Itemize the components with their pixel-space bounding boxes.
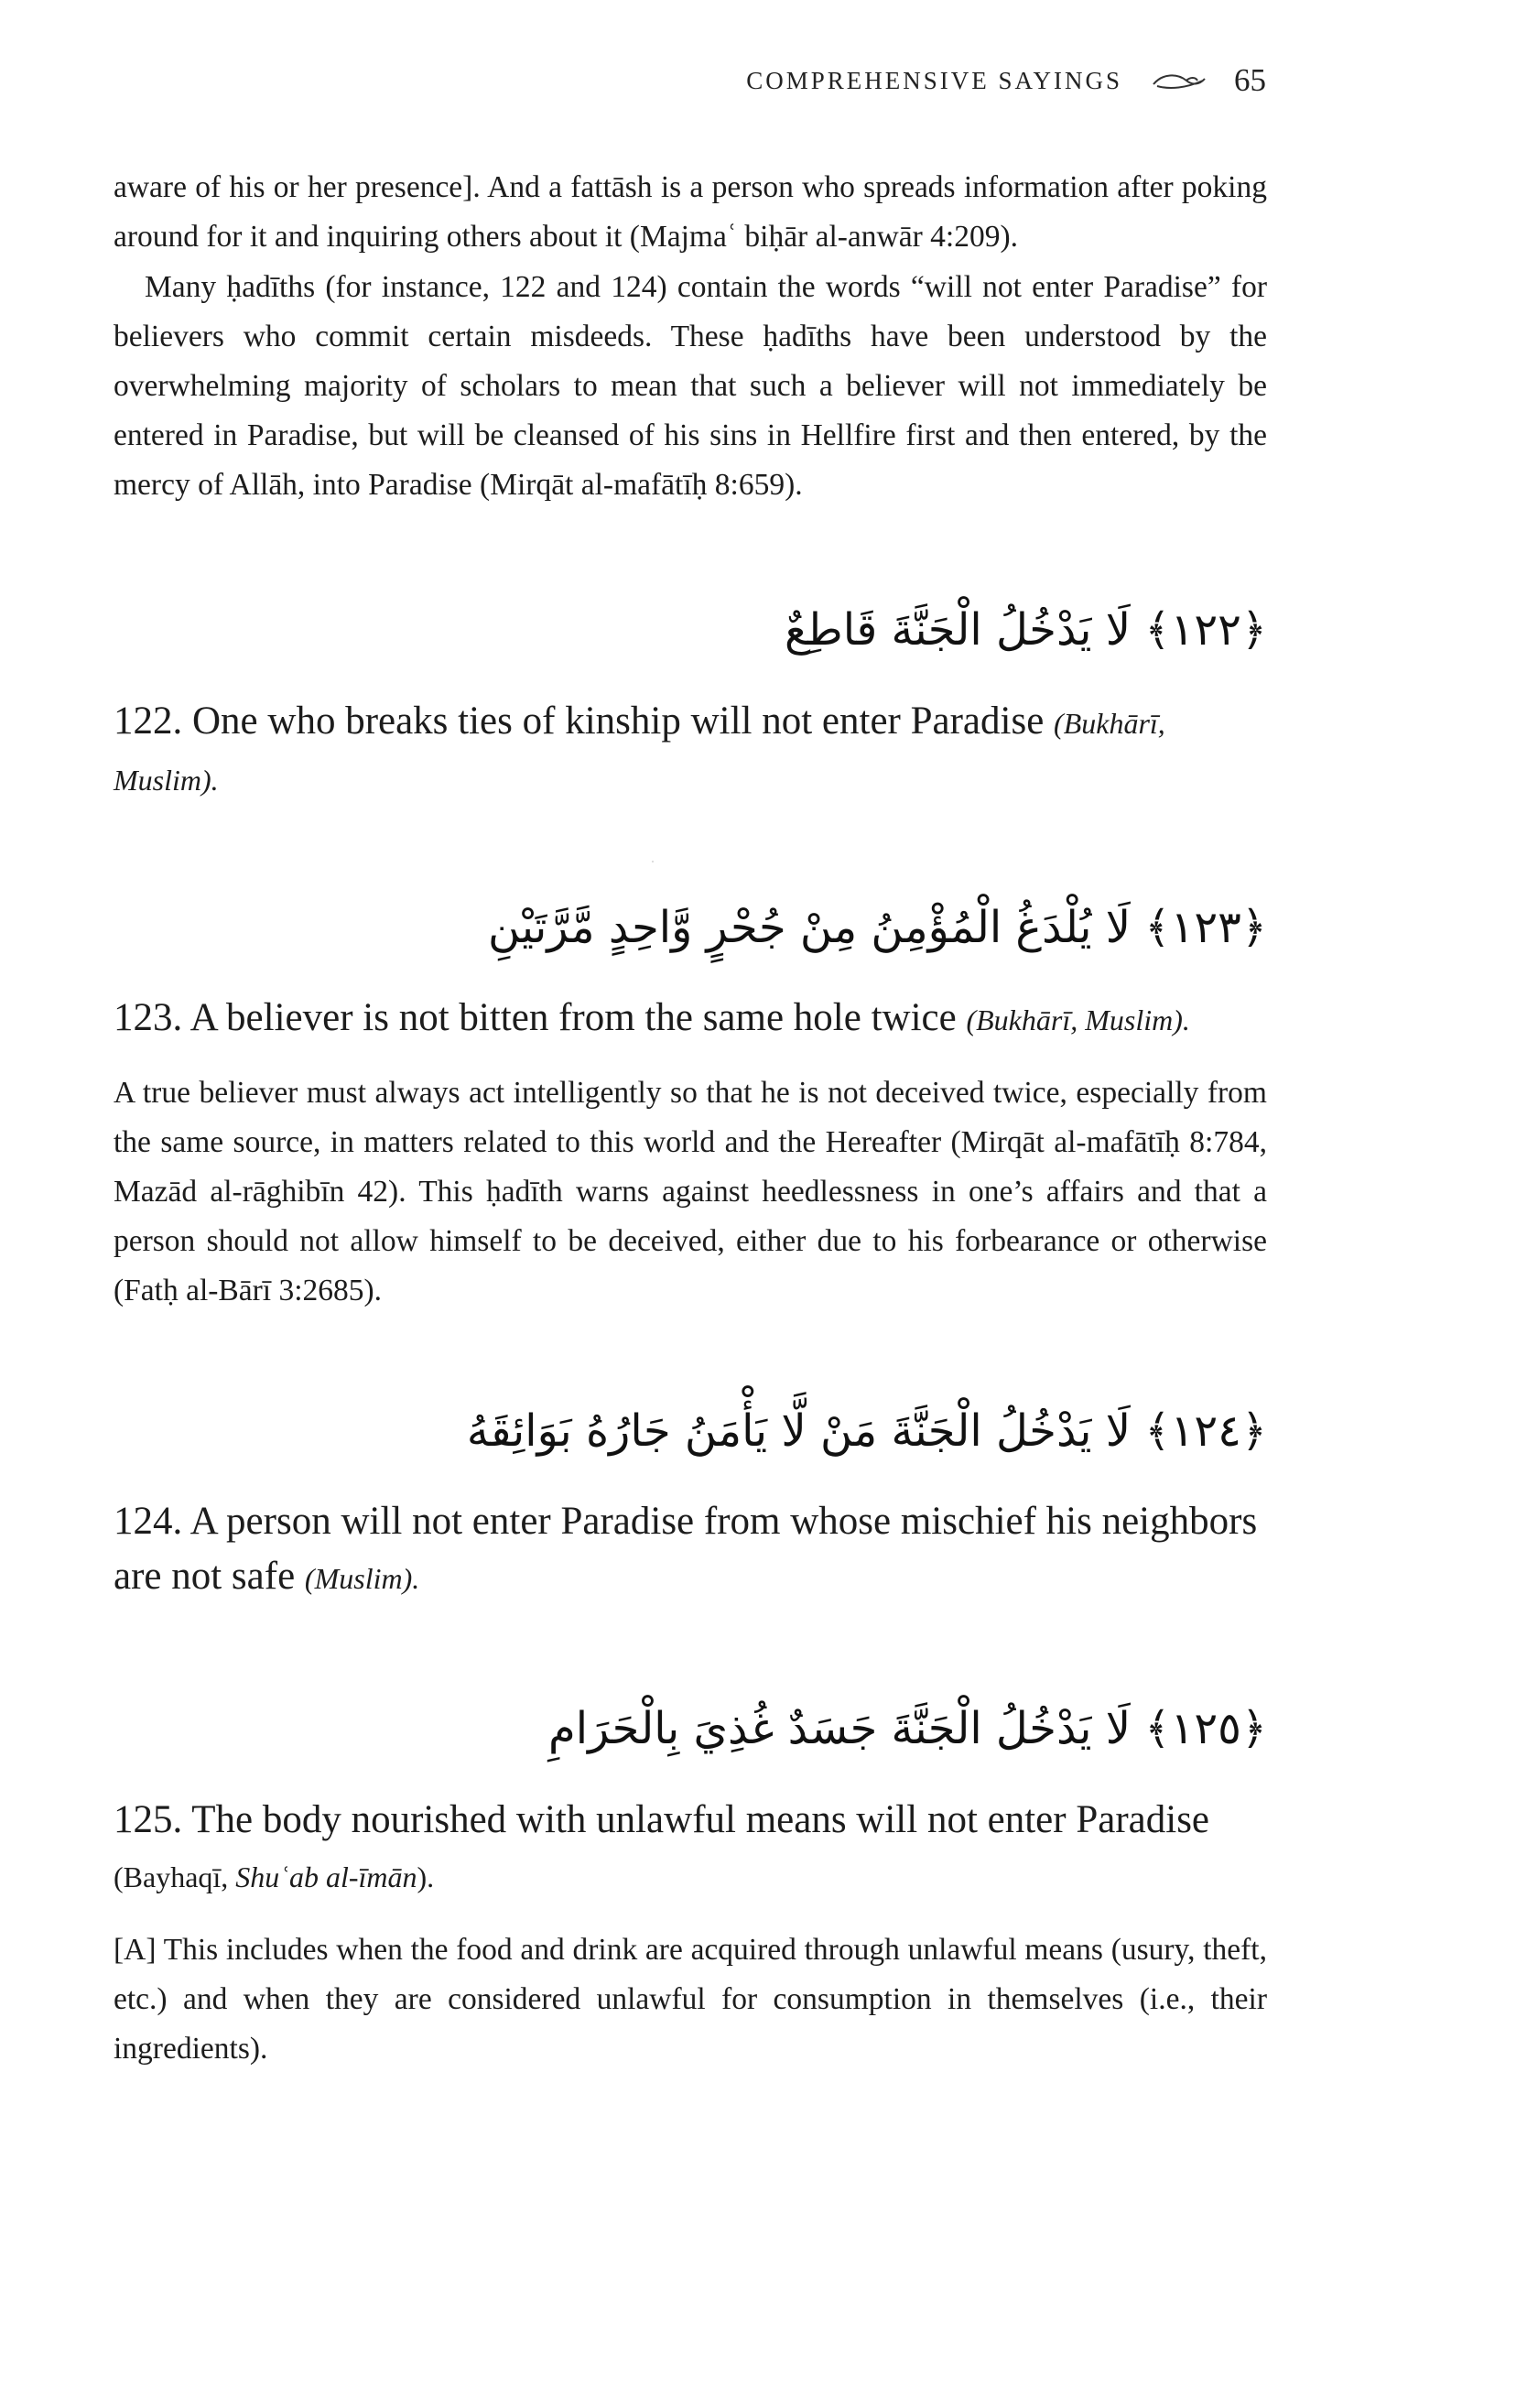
- translation-text: 122. One who breaks ties of kinship will not enter Paradise: [114, 700, 1055, 743]
- print-speck: [652, 861, 654, 862]
- translation-text: 125. The body nourished with unlawful means will not enter Paradise: [114, 1798, 1210, 1841]
- scroll-ornament-icon: [1150, 70, 1208, 92]
- hadith-source: (Bukhārī, Muslim).: [966, 1003, 1190, 1036]
- page-number: 65: [1234, 62, 1266, 98]
- hadith-125-arabic: ﴿١٢٥﴾ لَا يَدْخُلُ الْجَنَّةَ جَسَدٌ غُذِيَ بِالْحَرَامِ: [548, 1703, 1267, 1754]
- hadith-125-commentary: [A] This includes when the food and drink are acquired through unlawful means (usury, theft, etc.) and when they are considered unlawful for consumption in themselves (i.e., their ingredients).: [114, 1933, 1267, 2066]
- hadith-122-translation: [114, 694, 1267, 808]
- hadith-123-translation: [114, 991, 1267, 1047]
- hadith-122-arabic: ﴿١٢٢﴾ لَا يَدْخُلُ الْجَنَّةَ قَاطِعٌ: [784, 604, 1267, 656]
- hadith-source: (Muslim).: [304, 1562, 420, 1595]
- hadith-124-arabic: ﴿١٢٤﴾ لَا يَدْخُلُ الْجَنَّةَ مَنْ لَّا يَأْمَنُ جَارُهُ بَوَائِقَهُ: [466, 1405, 1267, 1457]
- hadith-source-title: Shuʿab al-īmān: [235, 1860, 417, 1893]
- running-header: [0, 62, 1266, 99]
- intro-paragraph: aware of his or her presence]. And a fattāsh is a person who spreads information after poking around for it and inquiring others about it (Majmaʿ biḥār al-anwār 4:209).: [114, 170, 1267, 254]
- hadith-source: (Bayhaqī,: [114, 1860, 236, 1893]
- misdeeds-paragraph: Many ḥadīths (for instance, 122 and 124) contain the words “will not enter Paradise” for believers who commit certain misdeeds. These ḥadīths have been understood by the overwhelming majority of scholars to mean that such a believer will not immediately be entered in Paradise, but will be cleansed of his sins in Hellfire first and then entered, by the mercy of Allāh, into Paradise (Mirqāt al-mafātīḥ 8:659).: [114, 270, 1267, 502]
- running-title: COMPREHENSIVE SAYINGS: [746, 66, 1122, 94]
- hadith-source: (Bukhārī, Muslim).: [114, 707, 1165, 797]
- hadith-125-translation: [114, 1793, 1267, 1904]
- hadith-124-translation: [114, 1494, 1267, 1606]
- hadith-123-commentary: A true believer must always act intelligently so that he is not deceived twice, especially from the same source, in matters related to this world and the Hereafter (Mirqāt al-mafātīḥ 8:784, Mazād al-rāghibīn 42). This ḥadīth warns against heedlessness in one’s affairs and that a person should not allow himself to be deceived, either due to his forbearance or otherwise (Fatḥ al-Bārī 3:2685).: [114, 1076, 1267, 1307]
- translation-text: 123. A believer is not bitten from the same hole twice: [114, 996, 967, 1039]
- hadith-source-end: ).: [417, 1860, 435, 1893]
- translation-text: 124. A person will not enter Paradise from whose mischief his neighbors are not safe: [114, 1500, 1258, 1598]
- hadith-123-arabic: ﴿١٢٣﴾ لَا يُلْدَغُ الْمُؤْمِنُ مِنْ جُحْرٍ وَّاحِدٍ مَّرَّتَيْنِ: [488, 902, 1267, 953]
